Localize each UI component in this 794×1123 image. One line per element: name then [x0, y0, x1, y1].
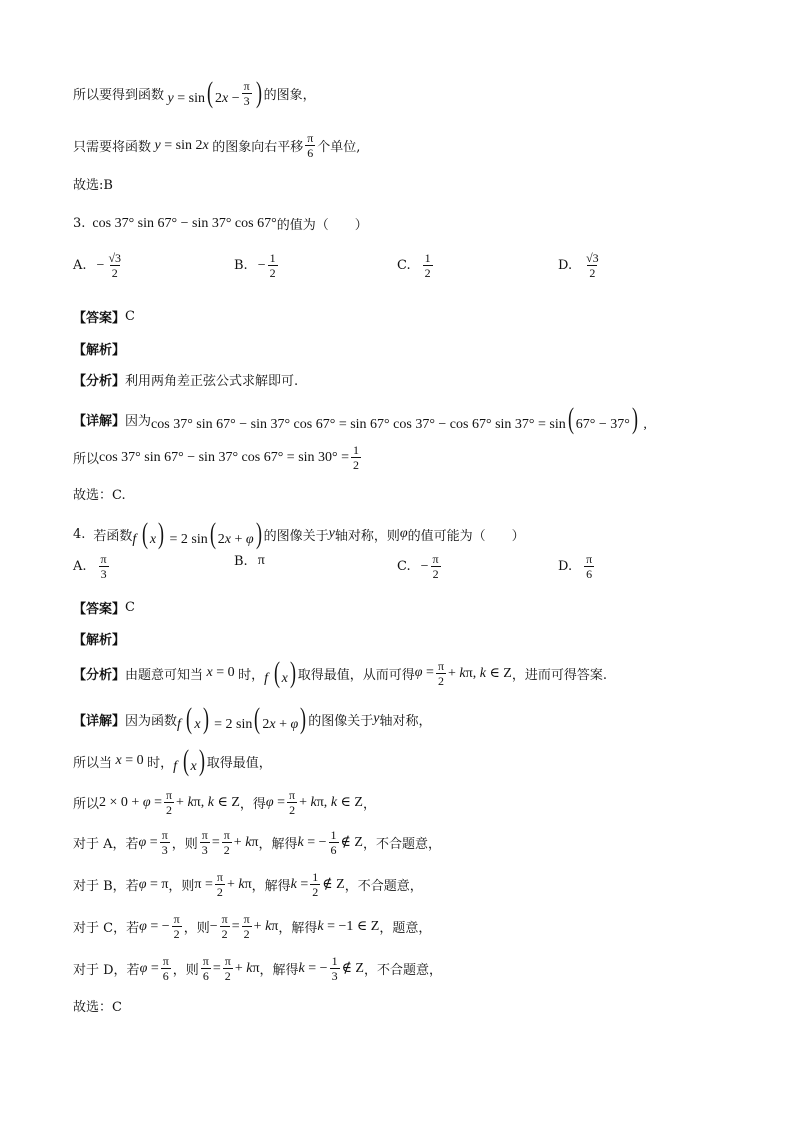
text-line-1	[73, 78, 316, 108]
option-letter: C.	[397, 559, 411, 574]
text: ，则	[168, 879, 195, 894]
guxuan-3	[73, 484, 126, 503]
fraction: $\frac{\pi}{2}$	[223, 828, 230, 857]
text: 的图像关于	[308, 713, 374, 729]
answer-value: C	[125, 600, 135, 615]
so-3	[73, 444, 363, 471]
answer-3	[73, 307, 135, 326]
math: ∉ Z	[340, 835, 363, 850]
xiangjie-label: 【详解】	[73, 713, 126, 729]
math: φ = π	[138, 876, 169, 892]
math: 2 × 0 + φ =	[99, 794, 162, 810]
fraction: $\frac{1}{2}$	[312, 870, 319, 899]
text: 只需要将函数	[73, 140, 152, 155]
xiangjie-4	[73, 704, 432, 734]
fraction: $\frac{\pi}{6}$	[202, 954, 209, 983]
numerator: π	[100, 552, 107, 566]
case-d	[73, 955, 442, 982]
numerator: π	[432, 552, 439, 566]
fraction: $\frac{\pi}{2}$	[224, 954, 231, 983]
fraction: $\frac{1}{2}$	[353, 443, 360, 472]
text-line-3	[73, 174, 113, 193]
math: cos 37° sin 67° − sin 37° cos 67° = sin 67° cos 37° − cos 67° sin 37° = sin( 67° − 37°) ,	[151, 402, 647, 435]
fenxi-label: 【分析】	[73, 667, 126, 683]
text: 故选:B	[73, 178, 113, 193]
math: x = 0	[115, 753, 148, 768]
text: ，进而可得答案.	[511, 667, 607, 683]
text: 对于 B，若	[73, 879, 139, 894]
text: 对于 D，若	[73, 963, 140, 978]
option-letter: C.	[397, 258, 411, 273]
text: 取得最值，	[206, 755, 272, 771]
math: k = −1 ∈ Z	[317, 919, 380, 934]
q3-option-b	[234, 252, 280, 279]
fraction: $\frac{\pi}{2}$	[243, 912, 250, 941]
text: 对于 A，若	[73, 837, 139, 852]
case-a	[73, 829, 441, 856]
math: k = −	[298, 960, 328, 976]
option-fraction	[268, 252, 278, 279]
fraction: $\frac{\pi}{2}$	[173, 912, 180, 941]
question-number: 3.	[73, 216, 86, 231]
answer-4	[73, 598, 135, 617]
option-letter: A.	[73, 559, 87, 574]
option-fraction	[99, 553, 109, 580]
text: 所以	[73, 797, 100, 812]
text: ，解得	[258, 837, 298, 852]
option-value: π	[257, 553, 265, 568]
text: ，	[362, 797, 376, 812]
denominator: 2	[269, 266, 276, 280]
text: ，题意，	[379, 921, 432, 936]
text: ，不合题意，	[362, 837, 441, 852]
math: =	[212, 960, 221, 976]
fraction: $\frac{\pi}{2}$	[216, 870, 223, 899]
answer-label: 【答案】	[73, 311, 126, 326]
fraction: $\frac{1}{6}$	[330, 828, 337, 857]
answer-label: 【答案】	[73, 602, 126, 617]
numerator: √3	[108, 251, 122, 265]
text: ，则	[183, 921, 210, 936]
math: + kπ	[234, 960, 260, 976]
text: 取得最值，从而可得	[297, 667, 415, 683]
text: 由题意可知当	[125, 667, 204, 683]
answer-value: C	[125, 309, 135, 324]
fraction: $\frac{\pi}{6}$	[307, 131, 314, 160]
text: 对于 C，若	[73, 921, 140, 936]
math: =	[231, 918, 240, 934]
numerator: 1	[269, 251, 276, 265]
guxuan-4	[73, 996, 122, 1015]
option-letter: B.	[234, 553, 248, 569]
math: y = sin( 2x −	[167, 76, 240, 109]
numerator: 1	[424, 251, 431, 265]
text: ，解得	[251, 879, 291, 894]
fraction: $\frac{\pi}{2}$	[165, 788, 173, 817]
xiangjie-3	[73, 404, 647, 434]
text: 故选：C.	[73, 488, 126, 503]
text: 所以要得到函数	[73, 87, 165, 103]
question-3	[73, 214, 368, 233]
math: ∉ Z	[322, 877, 345, 892]
math: k = −	[297, 834, 327, 850]
math: ∉ Z	[341, 961, 364, 976]
math: π =	[194, 876, 213, 892]
text: 的图象，	[263, 87, 316, 103]
option-fraction	[584, 553, 594, 580]
math: φ =	[414, 665, 434, 680]
math: + kπ, k ∈ Z	[448, 665, 512, 681]
math: x = 0	[206, 665, 239, 680]
option-fraction	[431, 553, 441, 580]
text: 的值为（ ）	[276, 218, 368, 233]
option-sign: −	[96, 257, 105, 273]
option-sign: −	[257, 257, 266, 273]
math: k =	[290, 876, 309, 892]
case-c	[73, 913, 431, 940]
question-number: 4.	[73, 526, 86, 542]
denominator: 2	[424, 266, 431, 280]
math: φ =	[139, 960, 159, 976]
denominator: 2	[432, 567, 439, 581]
text: 利用两角差正弦公式求解即可.	[125, 374, 299, 389]
math: + kπ	[253, 918, 279, 934]
text: 的图像关于	[263, 528, 329, 544]
text: 若函数	[93, 528, 133, 544]
text: 时，	[147, 755, 174, 771]
text: 时，	[238, 667, 265, 683]
denominator: 2	[111, 266, 118, 280]
text: 因为函数	[125, 713, 178, 729]
text: 个单位,	[317, 140, 361, 155]
numerator: π	[586, 552, 593, 566]
math: φ = −	[139, 918, 170, 934]
fenxi-label: 【分析】	[73, 374, 126, 389]
so-when-4	[73, 746, 272, 776]
math: y	[328, 526, 335, 541]
q3-option-c	[397, 252, 435, 279]
math: + kπ, k ∈ Z	[176, 795, 240, 810]
numerator: √3	[586, 251, 599, 265]
text: ，得	[239, 797, 266, 812]
text: 所以	[73, 452, 100, 467]
math: φ	[399, 526, 408, 541]
math: f ( x)	[264, 656, 296, 689]
math: cos 37° sin 67° − sin 37° cos 67° = sin 30° =	[99, 449, 350, 465]
text: ，不合题意，	[363, 963, 442, 978]
option-fraction	[423, 252, 433, 279]
xiangjie-label: 【详解】	[73, 413, 126, 429]
math: y = sin 2x	[154, 137, 209, 153]
option-letter: B.	[234, 258, 248, 273]
math: φ =	[265, 794, 286, 810]
text: 轴对称，	[379, 713, 432, 729]
fraction: $\frac{\pi}{3}$	[243, 78, 250, 108]
denominator: 6	[586, 567, 593, 581]
text: 所以当	[73, 755, 113, 771]
math: −	[209, 918, 218, 934]
option-letter: D.	[558, 258, 573, 273]
q4-option-a	[73, 553, 111, 580]
math: y	[373, 711, 380, 726]
text: ，解得	[278, 921, 318, 936]
denominator: 3	[100, 567, 107, 581]
math: cos 37° sin 67° − sin 37° cos 67°	[85, 215, 277, 231]
option-sign: −	[420, 558, 429, 574]
fraction: $\frac{\pi}{2}$	[437, 658, 445, 688]
fraction: $\frac{\pi}{3}$	[161, 828, 168, 857]
q3-option-a	[73, 252, 125, 279]
math: + kπ	[226, 876, 252, 892]
text: ，不合题意，	[344, 879, 423, 894]
jiexi-4	[73, 629, 125, 648]
text: ，解得	[259, 963, 299, 978]
q4-option-d	[558, 553, 596, 580]
math: + kπ, k ∈ Z	[299, 795, 363, 810]
q4-option-b	[234, 553, 265, 569]
math: )	[255, 76, 262, 109]
fenxi-4	[73, 658, 607, 688]
jiexi-3	[73, 339, 125, 358]
question-4	[73, 519, 525, 549]
text: ，则	[171, 837, 198, 852]
math: f ( x) = 2 sin( 2x + φ)	[177, 702, 307, 735]
text: 的值可能为（ ）	[407, 528, 525, 544]
fraction: $\frac{\pi}{3}$	[201, 828, 208, 857]
denominator: 2	[589, 266, 596, 280]
text: 故选：C	[73, 1000, 122, 1015]
math: φ =	[138, 834, 158, 850]
q3-option-d	[558, 252, 603, 279]
option-fraction	[584, 252, 601, 279]
math: + kπ	[233, 834, 259, 850]
text: 的图象向右平移	[212, 140, 304, 155]
math: =	[211, 834, 220, 850]
text: ，则	[172, 963, 199, 978]
analysis-label: 【解析】	[73, 633, 126, 648]
math: f ( x) = 2 sin( 2x + φ)	[132, 517, 262, 550]
fraction: $\frac{1}{3}$	[331, 954, 338, 983]
option-fraction	[106, 252, 123, 279]
math: f ( x)	[173, 744, 205, 777]
analysis-label: 【解析】	[73, 343, 126, 358]
option-letter: A.	[73, 258, 87, 273]
case-b	[73, 871, 423, 898]
so-eq-4	[73, 789, 376, 816]
q4-option-c	[397, 553, 443, 580]
text: 因为	[125, 413, 152, 429]
fraction: $\frac{\pi}{6}$	[162, 954, 169, 983]
fraction: $\frac{\pi}{2}$	[221, 912, 228, 941]
text-line-2	[73, 132, 360, 159]
text: 轴对称，则	[334, 528, 400, 544]
fenxi-3	[73, 370, 298, 389]
fraction: $\frac{\pi}{2}$	[289, 788, 296, 817]
option-letter: D.	[558, 559, 573, 574]
